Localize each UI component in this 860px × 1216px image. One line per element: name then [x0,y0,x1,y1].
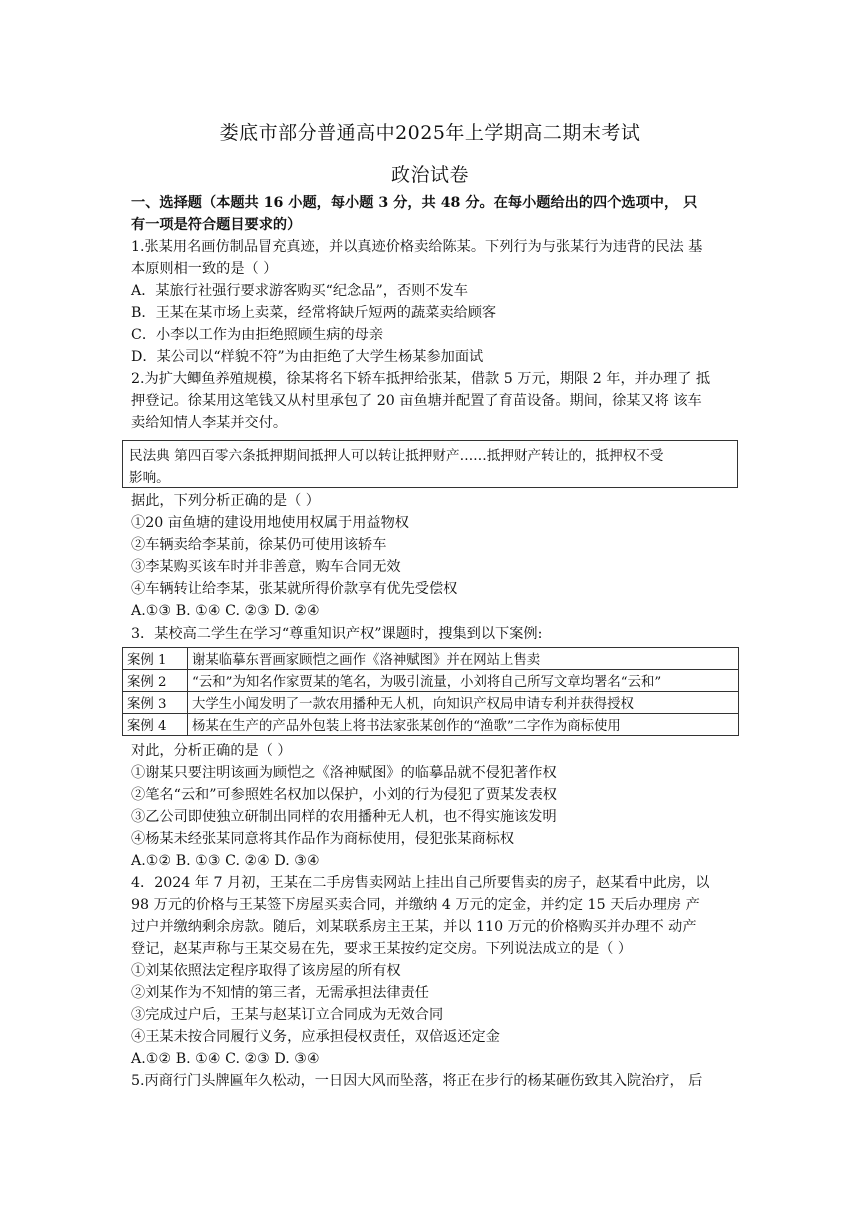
case-text: 谢某临摹东晋画家顾恺之画作《洛神赋图》并在网站上售卖 [188,648,739,670]
q1-option-d: D．某公司以“样貌不符”为由拒绝了大学生杨某参加面试 [131,349,484,365]
q2-choices: A.①③ B. ①④ C. ②③ D. ②④ [131,603,320,619]
q3-statement-2: ②笔名“云和”可参照姓名权加以保护，小刘的行为侵犯了贾某发表权 [131,787,557,803]
q2-statement-1: ①20 亩鱼塘的建设用地使用权属于用益物权 [131,515,409,531]
q5-stem: 5.丙商行门头牌匾年久松动，一日因大风而坠落，将正在步行的杨某砸伤致其入院治疗， 后 [131,1073,703,1089]
q3-choices: A.①② B. ①③ C. ②④ D. ③④ [131,853,320,869]
section-heading-cont: 有一项是符合题目要求的） [131,217,302,233]
q3-statement-4: ④杨某未经张某同意将其作品作为商标使用，侵犯张某商标权 [131,831,515,847]
q4-statement-3: ③完成过户后，王某与赵某订立合同成为无效合同 [131,1007,444,1023]
exam-title: 娄底市部分普通高中2025年上学期高二期末考试 [219,122,641,144]
q4-statement-4: ④王某未按合同履行义务，应承担侵权责任，双倍返还定金 [131,1029,500,1045]
q4-stem-cont: 98 万元的价格与王某签下房屋买卖合同，并缴纳 4 万元的定金，并约定 15 天后办理房 产 [131,897,700,913]
q4-statement-1: ①刘某依照法定程序取得了该房屋的所有权 [131,963,401,979]
table-row [123,692,739,714]
q4-stem-cont2: 过户并缴纳剩余房款。随后，刘某联系房主王某，并以 110 万元的价格购买并办理不 动产 [131,919,697,935]
case-label: 案例 3 [123,692,188,714]
q3-statement-3: ③乙公司即使独立研制出同样的农用播种无人机，也不得实施该发明 [131,809,557,825]
q4-stem-cont3: 登记，赵某声称与王某交易在先，要求王某按约定交房。下列说法成立的是（ ） [131,941,633,957]
q4-statement-2: ②刘某作为不知情的第三者，无需承担法律责任 [131,985,429,1001]
q1-option-a: A．某旅行社强行要求游客购买“纪念品”，否则不发车 [131,283,468,299]
q2-statement-3: ③李某购买该车时并非善意，购车合同无效 [131,559,401,575]
table-row [123,714,739,736]
case-text: 杨某在生产的产品外包装上将书法家张某创作的“渔歌”二字作为商标使用 [188,714,739,736]
case-table [122,647,739,736]
section-heading: 一、选择题（本题共 16 小题，每小题 3 分，共 48 分。在每小题给出的四个选项中， 只 [131,195,698,211]
q4-choices: A.①② B. ①④ C. ②③ D. ③④ [131,1051,320,1067]
q2-stem-cont: 押登记。徐某用这笔钱又从村里承包了 20 亩鱼塘并配置了育苗设备。期间，徐某又将 该车 [131,393,702,409]
q4-stem: 4．2024 年 7 月初，王某在二手房售卖网站上挂出自己所要售卖的房子，赵某看中此房，以 [131,875,710,891]
law-quote-line-cont: 影响。 [129,470,170,486]
case-text: 大学生小闻发明了一款农用播种无人机，向知识产权局申请专利并获得授权 [188,692,739,714]
table-row [123,670,739,692]
q1-stem-cont: 本原则相一致的是（ ） [131,261,278,277]
q2-question: 据此，下列分析正确的是（ ） [131,493,320,509]
q3-question: 对此，分析正确的是（ ） [131,743,292,759]
table-row [123,648,739,670]
q1-option-b: B．王某在某市场上卖菜，经常将缺斤短两的蔬菜卖给顾客 [131,305,497,321]
q2-statement-4: ④车辆转让给李某，张某就所得价款享有优先受偿权 [131,581,458,597]
case-label: 案例 4 [123,714,188,736]
case-label: 案例 1 [123,648,188,670]
q3-stem: 3．某校高二学生在学习“尊重知识产权”课题时，搜集到以下案例: [131,626,543,642]
law-quote-line: 民法典 第四百零六条抵押期间抵押人可以转让抵押财产……抵押财产转让的，抵押权不受 [129,448,664,464]
q2-stem: 2.为扩大鲫鱼养殖规模，徐某将名下轿车抵押给张某，借款 5 万元，期限 2 年，并办理了 抵 [131,371,711,387]
law-quote-box [122,440,738,488]
q1-stem: 1.张某用名画仿制品冒充真迹，并以真迹价格卖给陈某。下列行为与张某行为违背的民法 基 [131,239,703,255]
q1-option-c: C．小李以工作为由拒绝照顾生病的母亲 [131,327,384,343]
case-label: 案例 2 [123,670,188,692]
case-text: “云和”为知名作家贾某的笔名，为吸引流量，小刘将自己所写文章均署名“云和” [188,670,739,692]
q2-statement-2: ②车辆卖给李某前，徐某仍可使用该轿车 [131,537,387,553]
q2-stem-cont2: 卖给知情人李某并交付。 [131,415,288,431]
exam-subtitle: 政治试卷 [390,164,469,186]
q3-statement-1: ①谢某只要注明该画为顾恺之《洛神赋图》的临摹品就不侵犯著作权 [131,765,557,781]
